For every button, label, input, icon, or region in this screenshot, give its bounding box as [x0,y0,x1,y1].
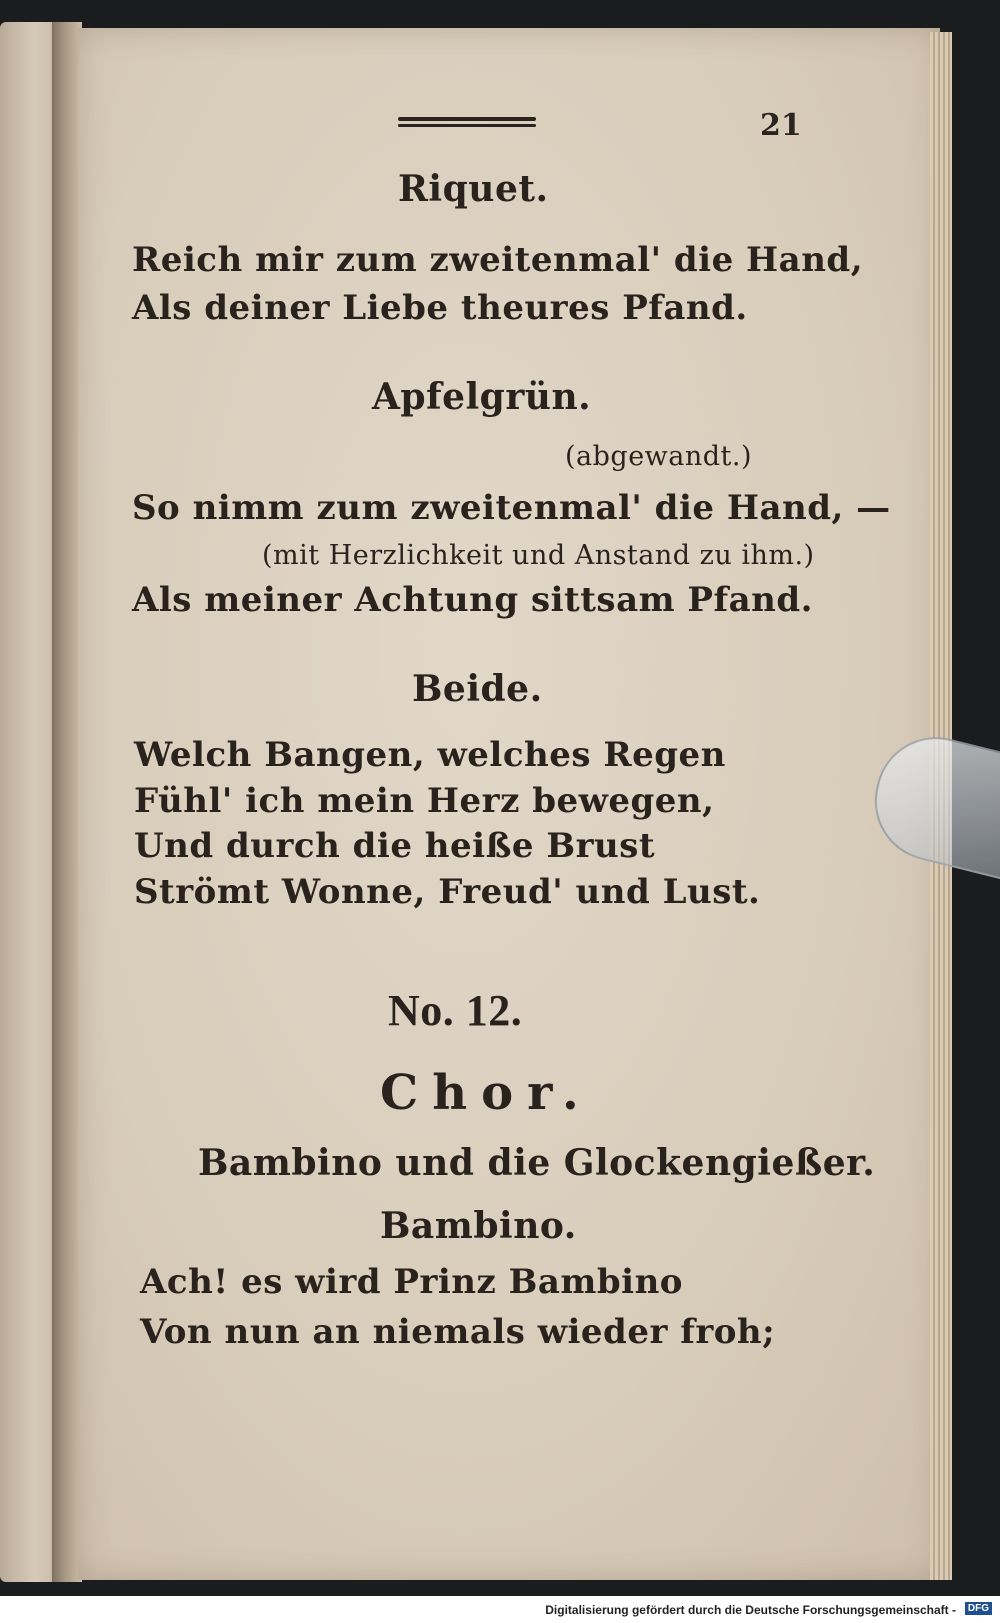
page-number: 21 [760,108,802,143]
stage-direction: (mit Herzlichkeit und Anstand zu ihm.) [262,540,815,571]
verse-line: Reich mir zum zweitenmal' die Hand, [132,240,864,280]
stage-direction: (abgewandt.) [565,441,753,472]
digitization-footer [0,1596,1000,1623]
speaker-bambino: Bambino. [380,1205,577,1247]
number-heading: No. 12. [388,986,523,1035]
footer-text: Digitalisierung gefördert durch die Deutsche Forschungsgemeinschaft - [545,1603,956,1617]
verse-line: Fühl' ich mein Herz bewegen, [134,781,715,821]
scene-subheading: Bambino und die Glockengießer. [198,1142,876,1184]
verse-line: So nimm zum zweitenmal' die Hand, — [132,488,891,528]
speaker-apfelgruen: Apfelgrün. [372,376,592,418]
speaker-beide: Beide. [412,668,543,710]
header-double-rule [398,117,536,133]
verse-line: Strömt Wonne, Freud' und Lust. [134,872,761,912]
verse-line: Ach! es wird Prinz Bambino [140,1262,683,1302]
speaker-riquet: Riquet. [398,168,549,210]
verse-line: Welch Bangen, welches Regen [134,735,726,775]
verse-line: Und durch die heiße Brust [134,826,656,866]
verse-line: Als deiner Liebe theures Pfand. [132,288,748,328]
dfg-logo: DFG [965,1602,992,1615]
chor-heading: Chor. [380,1065,593,1121]
verse-line: Als meiner Achtung sittsam Pfand. [132,580,813,620]
verse-line: Von nun an niemals wieder froh; [140,1312,776,1352]
